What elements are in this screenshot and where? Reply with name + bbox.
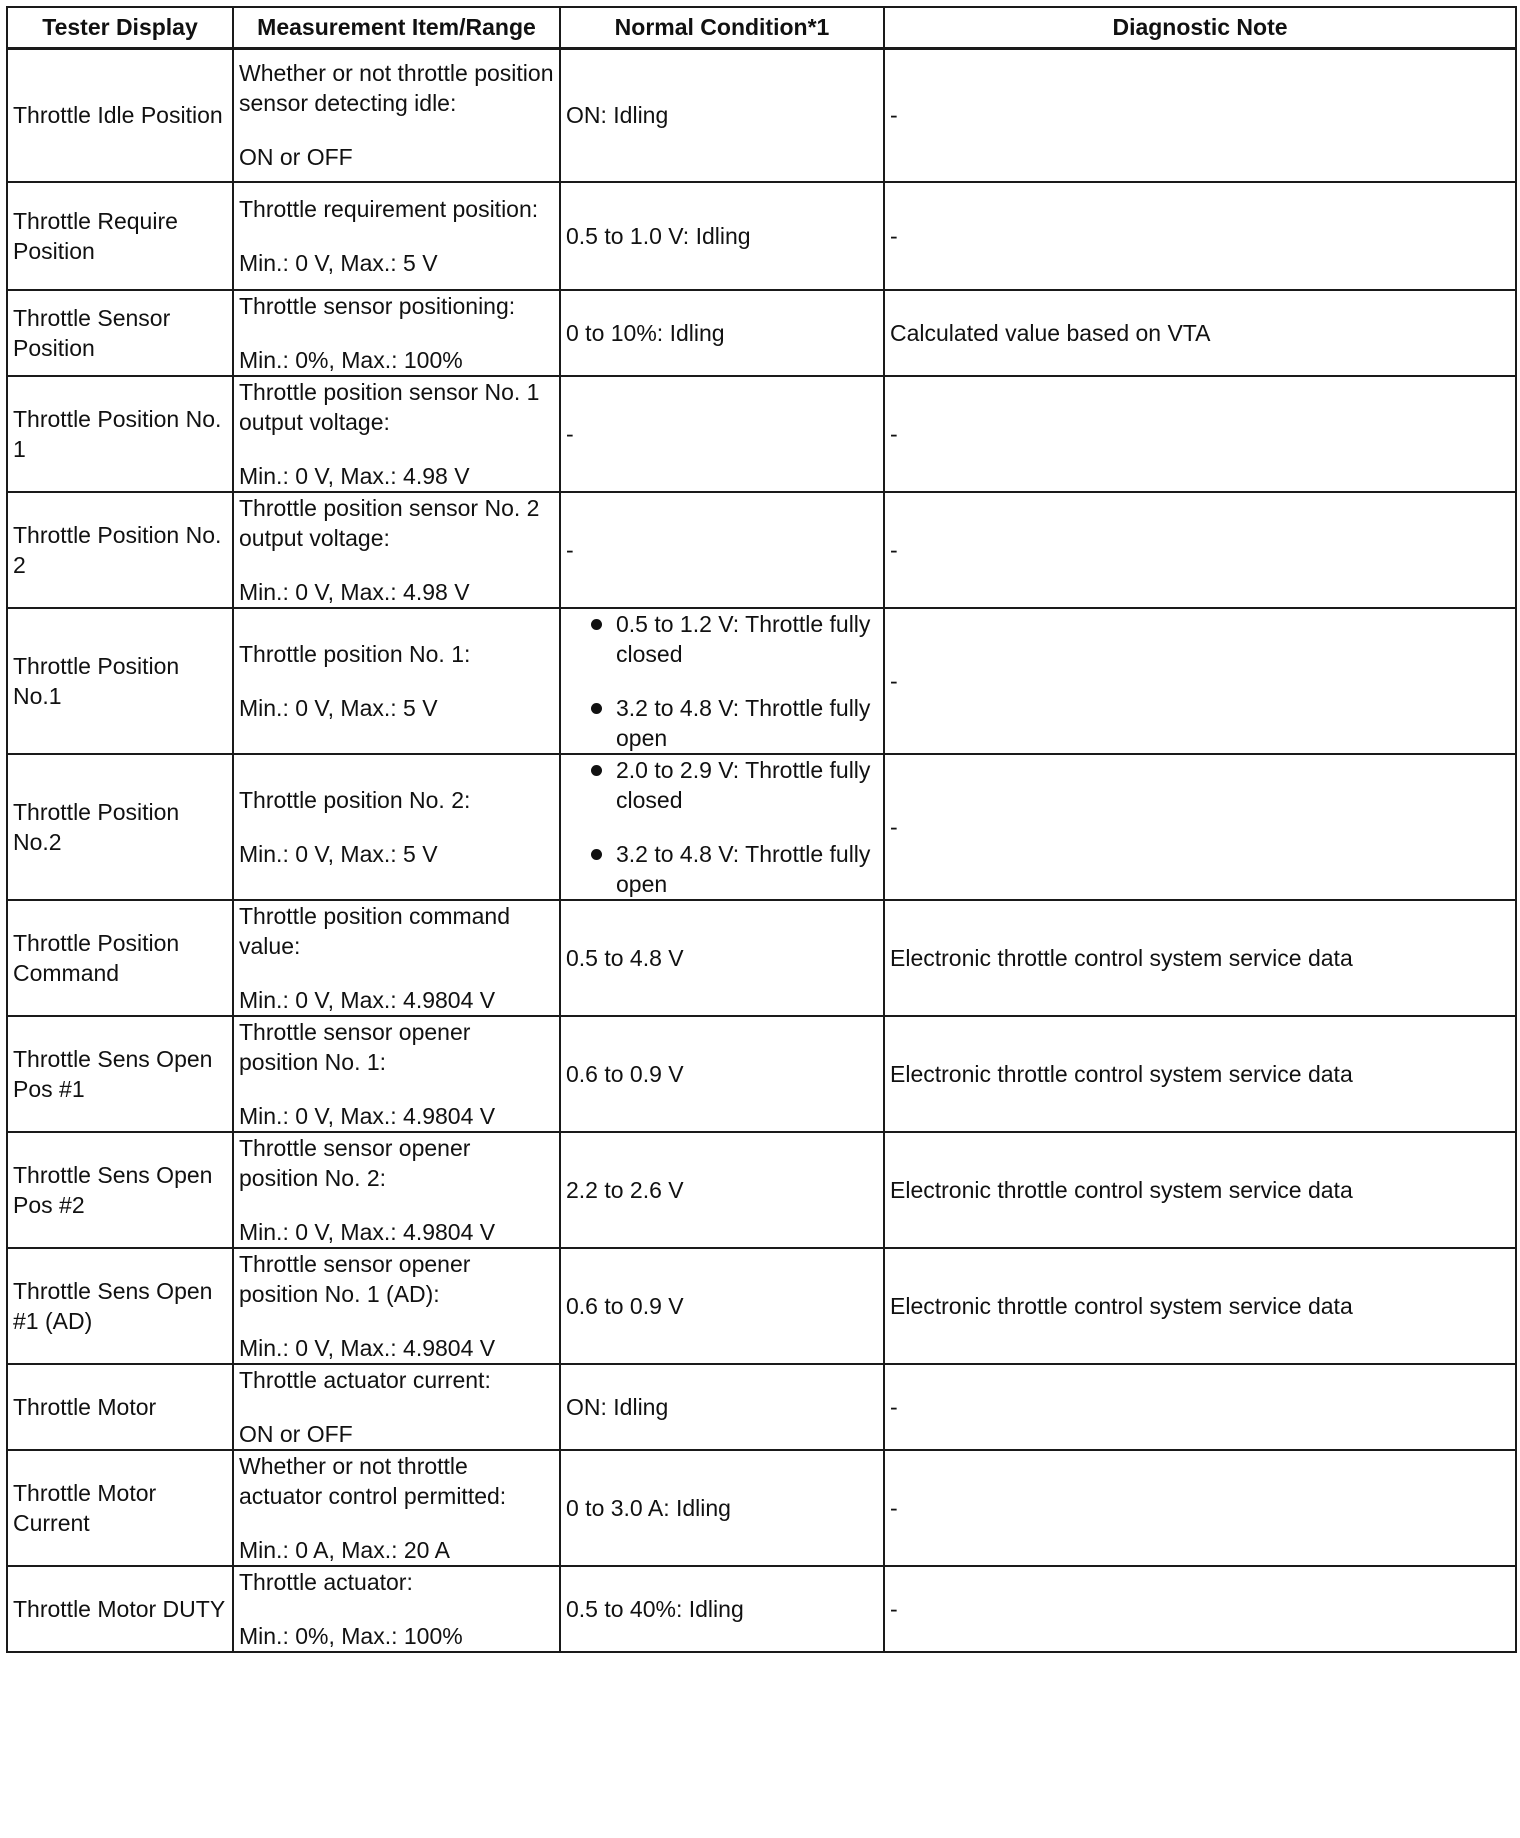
table-row bbox=[7, 290, 1516, 376]
measurement-range-text: Min.: 0 V, Max.: 5 V bbox=[239, 250, 438, 276]
tester-display-cell: Throttle Sensor Position bbox=[7, 290, 233, 376]
diagnostic-note-cell: - bbox=[884, 608, 1516, 754]
diagnostic-note-cell: Electronic throttle control system service data bbox=[884, 1132, 1516, 1248]
table-row bbox=[7, 1566, 1516, 1652]
table-row bbox=[7, 1248, 1516, 1364]
normal-condition-bullet-item: 3.2 to 4.8 V: Throttle fully open bbox=[566, 839, 878, 899]
measurement-item-cell bbox=[233, 290, 560, 376]
diagnostic-note-cell: - bbox=[884, 48, 1516, 182]
normal-condition-cell: 0.6 to 0.9 V bbox=[560, 1248, 884, 1364]
normal-condition-cell: 2.2 to 2.6 V bbox=[560, 1132, 884, 1248]
normal-condition-cell: 0 to 10%: Idling bbox=[560, 290, 884, 376]
normal-condition-bullet-list bbox=[566, 609, 878, 753]
measurement-range-text: Min.: 0 V, Max.: 5 V bbox=[239, 841, 438, 867]
table-row bbox=[7, 900, 1516, 1016]
measurement-item-cell bbox=[233, 1248, 560, 1364]
measurement-range-text: Min.: 0 A, Max.: 20 A bbox=[239, 1537, 450, 1563]
measurement-item-cell bbox=[233, 900, 560, 1016]
measurement-range-text: Min.: 0 V, Max.: 4.9804 V bbox=[239, 1103, 496, 1129]
tester-display-cell: Throttle Position No.2 bbox=[7, 754, 233, 900]
table-row bbox=[7, 1364, 1516, 1450]
measurement-item-text: Whether or not throttle position sensor detecting idle: bbox=[239, 60, 554, 117]
normal-condition-cell: 0.5 to 4.8 V bbox=[560, 900, 884, 1016]
normal-condition-cell bbox=[560, 754, 884, 900]
tester-display-cell: Throttle Sens Open Pos #2 bbox=[7, 1132, 233, 1248]
measurement-item-text: Throttle actuator: bbox=[239, 1569, 413, 1595]
tester-display-cell: Throttle Position No. 2 bbox=[7, 492, 233, 608]
measurement-range-text: Min.: 0 V, Max.: 5 V bbox=[239, 695, 438, 721]
tester-display-cell: Throttle Position No.1 bbox=[7, 608, 233, 754]
normal-condition-bullet-item: 2.0 to 2.9 V: Throttle fully closed bbox=[566, 755, 878, 815]
tester-display-cell: Throttle Idle Position bbox=[7, 48, 233, 182]
table-row bbox=[7, 1132, 1516, 1248]
table-body bbox=[7, 48, 1516, 1652]
tester-display-cell: Throttle Require Position bbox=[7, 182, 233, 290]
table-row bbox=[7, 608, 1516, 754]
measurement-item-cell bbox=[233, 182, 560, 290]
table-row bbox=[7, 492, 1516, 608]
diagnostic-note-cell: - bbox=[884, 376, 1516, 492]
measurement-item-cell bbox=[233, 376, 560, 492]
measurement-item-text: Throttle actuator current: bbox=[239, 1367, 491, 1393]
diagnostic-note-cell: Electronic throttle control system service data bbox=[884, 1016, 1516, 1132]
document-page bbox=[6, 6, 1515, 1653]
measurement-item-text: Throttle requirement position: bbox=[239, 196, 539, 222]
measurement-item-cell bbox=[233, 608, 560, 754]
diagnostic-note-cell: - bbox=[884, 1566, 1516, 1652]
tester-display-cell: Throttle Position No. 1 bbox=[7, 376, 233, 492]
measurement-item-cell bbox=[233, 754, 560, 900]
table-row bbox=[7, 182, 1516, 290]
measurement-range-text: ON or OFF bbox=[239, 1421, 353, 1447]
measurement-item-text: Throttle position sensor No. 2 output voltage: bbox=[239, 495, 540, 551]
measurement-item-cell bbox=[233, 1450, 560, 1566]
normal-condition-cell bbox=[560, 608, 884, 754]
header-normal-condition: Normal Condition*1 bbox=[560, 7, 884, 48]
header-tester-display: Tester Display bbox=[7, 7, 233, 48]
diagnostic-note-cell: - bbox=[884, 1364, 1516, 1450]
diagnostic-note-cell: - bbox=[884, 1450, 1516, 1566]
table-row bbox=[7, 1450, 1516, 1566]
measurement-item-cell bbox=[233, 1132, 560, 1248]
normal-condition-cell: ON: Idling bbox=[560, 1364, 884, 1450]
diagnostic-note-cell: Electronic throttle control system service data bbox=[884, 900, 1516, 1016]
measurement-item-cell bbox=[233, 1566, 560, 1652]
normal-condition-bullet-item: 3.2 to 4.8 V: Throttle fully open bbox=[566, 693, 878, 753]
normal-condition-cell: - bbox=[560, 376, 884, 492]
measurement-item-cell bbox=[233, 1016, 560, 1132]
measurement-item-text: Throttle sensor opener position No. 1 (AD): bbox=[239, 1251, 471, 1307]
measurement-range-text: Min.: 0 V, Max.: 4.9804 V bbox=[239, 1335, 496, 1361]
tester-display-cell: Throttle Motor Current bbox=[7, 1450, 233, 1566]
measurement-item-text: Throttle position No. 1: bbox=[239, 641, 471, 667]
measurement-range-text: Min.: 0 V, Max.: 4.98 V bbox=[239, 463, 470, 489]
diagnostic-note-cell: - bbox=[884, 182, 1516, 290]
table-row bbox=[7, 376, 1516, 492]
measurement-range-text: Min.: 0%, Max.: 100% bbox=[239, 347, 463, 373]
diagnostic-note-cell: Electronic throttle control system service data bbox=[884, 1248, 1516, 1364]
table-header-row bbox=[7, 7, 1516, 48]
tester-display-cell: Throttle Motor DUTY bbox=[7, 1566, 233, 1652]
normal-condition-cell: 0.6 to 0.9 V bbox=[560, 1016, 884, 1132]
header-diagnostic-note: Diagnostic Note bbox=[884, 7, 1516, 48]
measurement-item-text: Throttle position sensor No. 1 output voltage: bbox=[239, 379, 540, 435]
measurement-item-text: Throttle position No. 2: bbox=[239, 787, 471, 813]
normal-condition-cell: - bbox=[560, 492, 884, 608]
tester-display-cell: Throttle Position Command bbox=[7, 900, 233, 1016]
diagnostic-note-cell: - bbox=[884, 492, 1516, 608]
measurement-item-cell bbox=[233, 1364, 560, 1450]
measurement-item-text: Throttle sensor opener position No. 2: bbox=[239, 1135, 471, 1191]
normal-condition-cell: ON: Idling bbox=[560, 48, 884, 182]
normal-condition-cell: 0.5 to 40%: Idling bbox=[560, 1566, 884, 1652]
tester-display-cell: Throttle Sens Open #1 (AD) bbox=[7, 1248, 233, 1364]
measurement-item-text: Throttle position command value: bbox=[239, 903, 511, 959]
measurement-item-text: Throttle sensor opener position No. 1: bbox=[239, 1019, 471, 1075]
data-list-table bbox=[6, 6, 1517, 1653]
normal-condition-bullet-list bbox=[566, 755, 878, 899]
normal-condition-bullet-item: 0.5 to 1.2 V: Throttle fully closed bbox=[566, 609, 878, 669]
table-row bbox=[7, 1016, 1516, 1132]
table-row bbox=[7, 754, 1516, 900]
tester-display-cell: Throttle Sens Open Pos #1 bbox=[7, 1016, 233, 1132]
diagnostic-note-cell: Calculated value based on VTA bbox=[884, 290, 1516, 376]
normal-condition-cell: 0 to 3.0 A: Idling bbox=[560, 1450, 884, 1566]
measurement-range-text: Min.: 0%, Max.: 100% bbox=[239, 1623, 463, 1649]
measurement-item-text: Whether or not throttle actuator control permitted: bbox=[239, 1453, 507, 1509]
measurement-item-cell bbox=[233, 492, 560, 608]
tester-display-cell: Throttle Motor bbox=[7, 1364, 233, 1450]
normal-condition-cell: 0.5 to 1.0 V: Idling bbox=[560, 182, 884, 290]
measurement-range-text: Min.: 0 V, Max.: 4.98 V bbox=[239, 579, 470, 605]
header-measurement-item: Measurement Item/Range bbox=[233, 7, 560, 48]
measurement-range-text: ON or OFF bbox=[239, 144, 353, 171]
measurement-range-text: Min.: 0 V, Max.: 4.9804 V bbox=[239, 1219, 496, 1245]
measurement-range-text: Min.: 0 V, Max.: 4.9804 V bbox=[239, 987, 496, 1013]
measurement-item-text: Throttle sensor positioning: bbox=[239, 293, 516, 319]
diagnostic-note-cell: - bbox=[884, 754, 1516, 900]
table-row bbox=[7, 48, 1516, 182]
measurement-item-cell bbox=[233, 48, 560, 182]
